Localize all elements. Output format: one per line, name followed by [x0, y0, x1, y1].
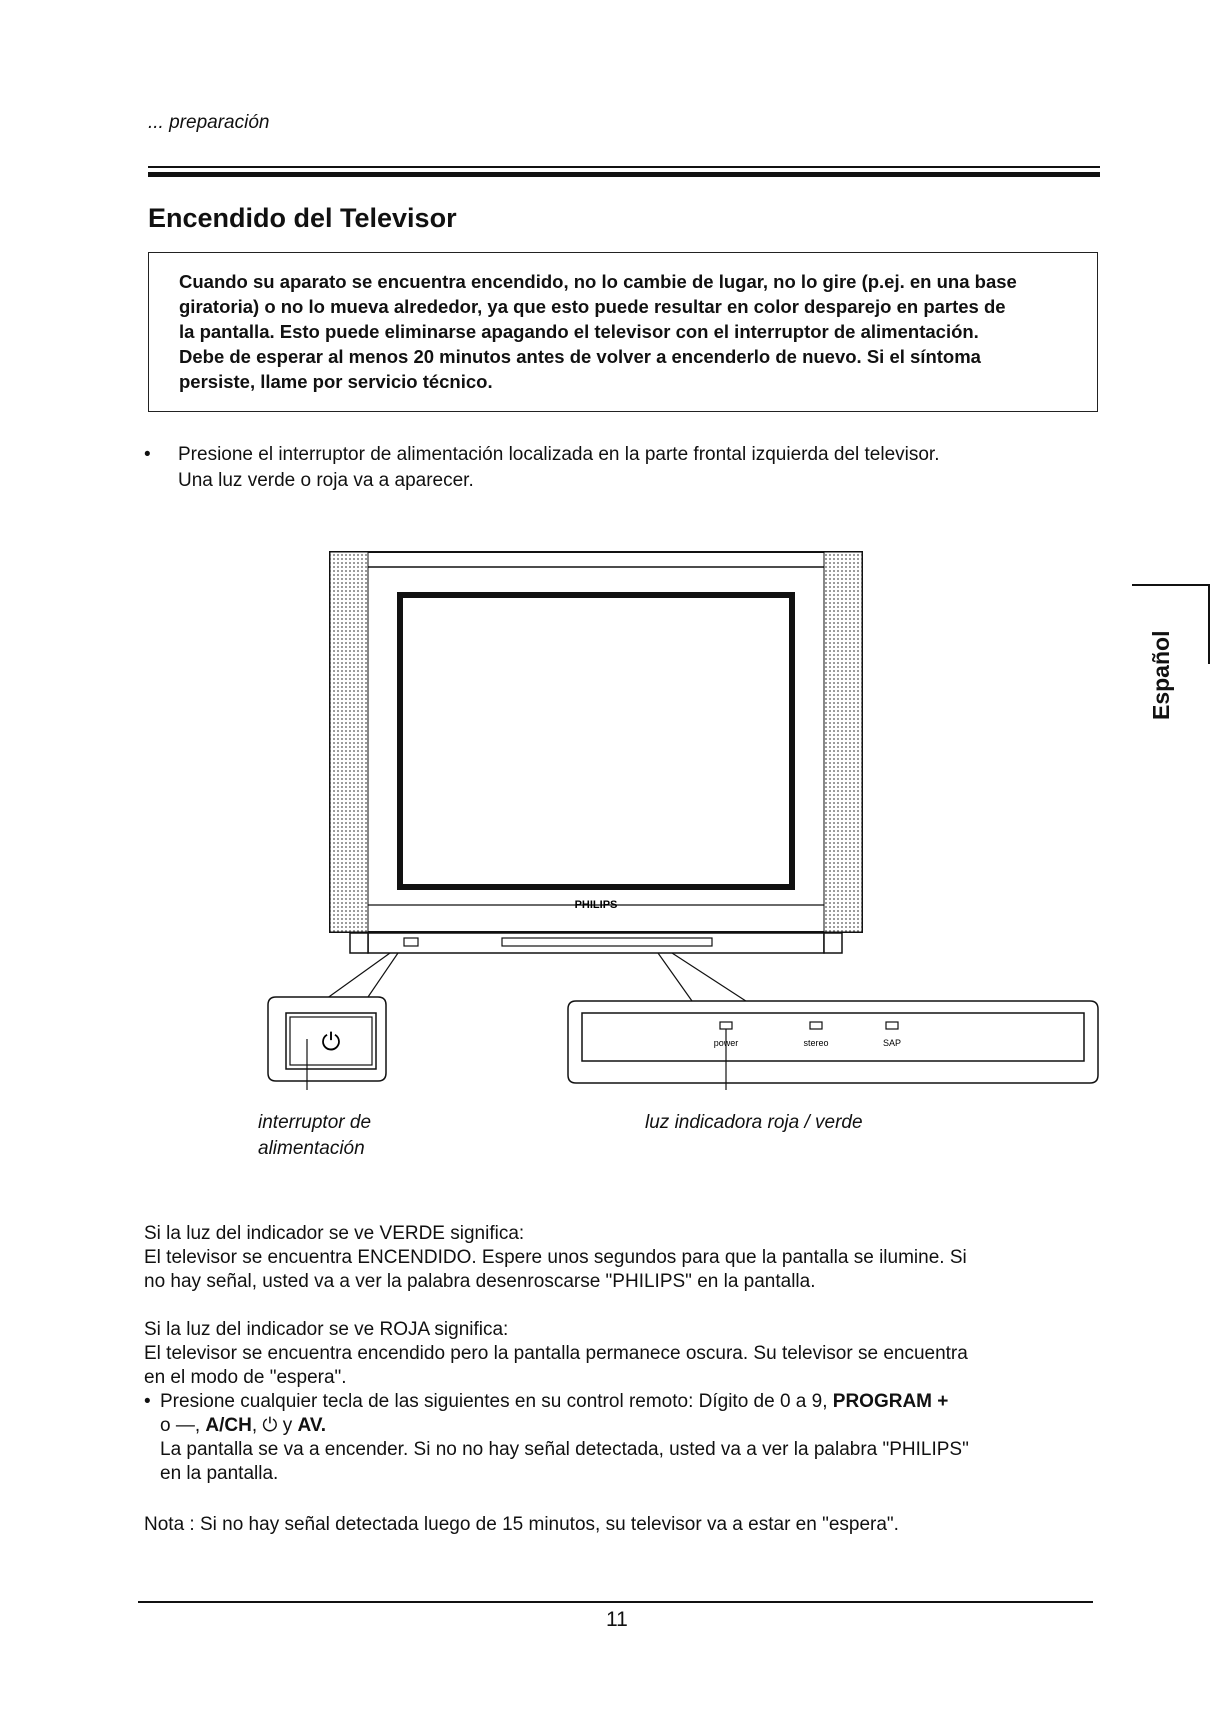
power-led — [720, 1022, 732, 1029]
right-speaker-grille — [824, 552, 862, 932]
bullet-dot: • — [144, 444, 151, 465]
red-paragraph: Si la luz del indicador se ve ROJA significa: El televisor se encuentra encendido pero la pantalla permanece oscura. Su televisor se encuentra en el modo de "espera". • Presione cualquier tecla de las siguientes en su control remoto: Dígito de 0 a 9, PROGRAM + o —, A/CH, ⏻ y AV. La pantalla se va a encender. Si no no hay señal detectada, usted va a ver la palabra "PHILIPS" en la pantalla. — [144, 1318, 1094, 1486]
power-icon: ⏻ — [321, 1029, 341, 1056]
header-rule-thin — [148, 166, 1100, 168]
page-title: Encendido del Televisor — [148, 203, 457, 233]
tv-diagram — [260, 545, 1110, 1090]
brand-logo: PHILIPS — [574, 899, 618, 911]
warning-line: la pantalla. Esto puede eliminarse apagando el televisor con el interruptor de alimentación. — [179, 321, 979, 342]
indicator-strip — [502, 938, 712, 946]
header-rule-thick — [148, 172, 1100, 177]
bullet-text: Presione el interruptor de alimentación localizada en la parte frontal izquierda del televisor. — [178, 444, 940, 465]
footer-rule — [138, 1601, 1093, 1603]
section-header: ... preparación — [148, 112, 270, 133]
green-paragraph: Si la luz del indicador se ve VERDE significa: El televisor se encuentra ENCENDIDO. Espere unos segundos para que la pantalla se ilumine. Si no hay señal, usted va a ver la palabra desenroscarse "PHILIPS" en la pantalla. — [144, 1223, 967, 1292]
bullet-press-power — [144, 442, 1084, 494]
warning-line: giratoria) o no lo mueva alrededor, ya que esto puede resultar en color desparejo en partes de — [179, 296, 1006, 317]
side-tab-rule — [1132, 584, 1210, 586]
side-tab-rule-vertical — [1208, 584, 1210, 664]
side-tab-language: Español — [1148, 630, 1174, 720]
label-indicator-light: luz indicadora roja / verde — [645, 1112, 863, 1133]
bullet-dot: • — [144, 1391, 151, 1412]
tv-screen — [400, 595, 792, 887]
power-led-label: power — [713, 1038, 739, 1048]
page-number: 11 — [606, 1608, 628, 1631]
bullet-text: Una luz verde o roja va a aparecer. — [178, 470, 474, 491]
warning-line: persiste, llame por servicio técnico. — [179, 371, 493, 392]
stereo-led — [810, 1022, 822, 1029]
note: Nota : Si no hay señal detectada luego de 15 minutos, su televisor va a estar en "espera". — [144, 1514, 899, 1535]
left-speaker-grille — [330, 552, 368, 932]
warning-line: Cuando su aparato se encuentra encendido, no lo cambie de lugar, no lo gire (p.ej. en una base — [179, 271, 1017, 292]
label-power-switch: interruptor de alimentación — [258, 1112, 372, 1159]
red-bullet: • Presione cualquier tecla de las siguientes en su control remoto: Dígito de 0 a 9, PROGRAM + o —, A/CH, ⏻ y AV. La pantalla se va a encender. Si no no hay señal detectada, usted va a ver la palabra "PHILIPS" en la pantalla. — [144, 1391, 969, 1484]
sap-led-label: SAP — [882, 1038, 902, 1048]
power-switch-small — [404, 938, 418, 946]
stereo-led-label: stereo — [803, 1038, 829, 1048]
sap-led — [886, 1022, 898, 1029]
warning-line: Debe de esperar al menos 20 minutos antes de volver a encenderlo de nuevo. Si el síntoma — [179, 346, 981, 367]
warning-box — [148, 252, 1098, 412]
